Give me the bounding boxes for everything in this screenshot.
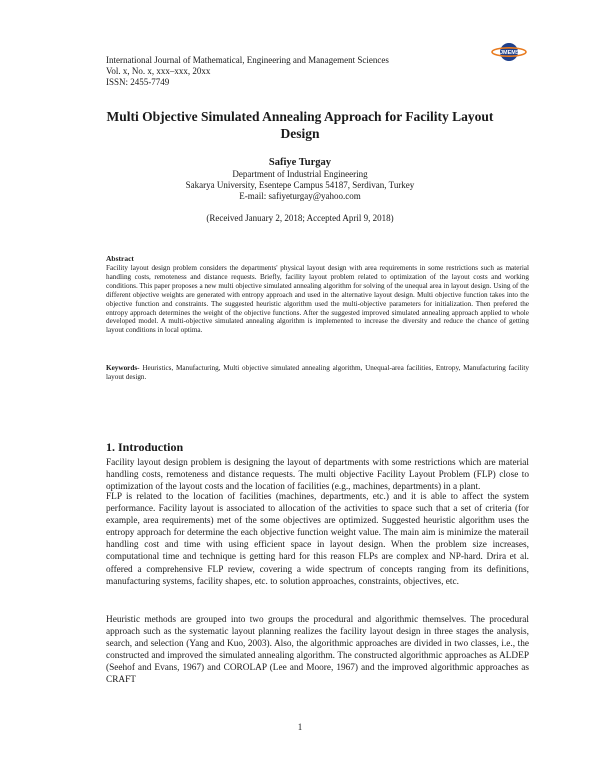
journal-logo <box>491 42 527 62</box>
page-number: 1 <box>297 722 303 732</box>
abstract-text: Facility layout design problem considers the departments' physical layout design with area requirements in some restrictions such as material handling costs, remoteness and distance requests. Briefly, facility layout problem related to optimization of the layout costs and working conditions. This paper proposes a new multi objective simulated annealing algorithm for solving of the unequal area in layout design. Using of the different objective weights are generated with entropy approach and used in the alternative layout design. Multi objective function takes into the objective function and constraints. The suggested heuristic algorithm used the multi-objective parameters for initialization. Then prefered the entropy approach determines the weight of the objective functions. After the suggested improved simulated annealing approach applied to whole developed model. A multi-objective simulated annealing algorithm is implemented to increase the diversity and reduce the chance of getting layout conditions in local optima. <box>106 264 529 335</box>
paper-title: Multi Objective Simulated Annealing Approach for Facility Layout Design <box>106 109 494 141</box>
author-affiliation <box>0 169 600 202</box>
keywords-label: Keywords- <box>106 364 140 372</box>
section-heading: 1. Introduction <box>106 440 184 454</box>
abstract-heading: Abstract <box>106 254 134 263</box>
author-email: E-mail: safiyeturgay@yahoo.com <box>239 191 361 201</box>
author-university: Sakarya University, Esentepe Campus 54187, Serdivan, Turkey <box>185 180 415 190</box>
intro-paragraph-1: Facility layout design problem is designing the layout of departments with some restrictions which are material handling costs, remoteness and distance requests. The multi objective Facility Layout Problem (FLP) close to optimization of the layout costs and the location of facilities (e.g., machines, departments) in a plant. <box>106 458 529 493</box>
keywords-text: Heuristics, Manufacturing, Multi objective simulated annealing algorithm, Unequal-area facilities, Entropy, Manufacturing facility layout design. <box>106 364 529 381</box>
journal-volume: Vol. x, No. x, xxx–xxx, 20xx <box>106 66 211 76</box>
intro-paragraph-3: Heuristic methods are grouped into two groups the procedural and algorithmic themselves. The procedural approach such as the systematic layout planning realizes the facility layout design in three stages the analysis, search, and selection (Yang and Kuo, 2003). Also, the algorithmic approaches are divided in two classes, i.e., the constructed and improved the simulated annealing algorithm. The constructed algorithmic approaches as ALDEP (Seehof and Evans, 1967) and COROLAP (Lee and Moore, 1967) and the improved algorithmic approaches as CRAFT <box>106 615 529 686</box>
author-name: Safiye Turgay <box>268 157 332 168</box>
journal-name: International Journal of Mathematical, Engineering and Management Sciences <box>106 55 389 65</box>
logo-text: IJMEMS <box>498 50 520 57</box>
intro-paragraph-2: FLP is related to the location of facilities (machines, departments, etc.) and it is able to affect the system performance. Facility layout is associated to allocation of the activities to space such that a set of criteria (for example, area requirements) met of the some objectives are optimized. Suggested heuristic algorithm uses the entropy approach for determine the each objective function weight value. The main aim is minimize the materail handling cost and time with using efficient space in layout design. When the problem size increases, computational time and technique is getting hard for this reason FLPs are complex and NP-hard. Drira et al. offered a comprehensive FLP review, covering a wide spectrum of concepts ranging from its definitions, manufacturing systems, facility shapes, etc. to solution approaches, constraints, objectives, etc. <box>106 492 529 587</box>
journal-header <box>106 55 389 88</box>
author-department: Department of Industrial Engineering <box>232 169 368 179</box>
received-dates: (Received January 2, 2018; Accepted April 9, 2018) <box>206 213 394 223</box>
journal-issn: ISSN: 2455-7749 <box>106 77 170 87</box>
keywords <box>106 364 529 382</box>
